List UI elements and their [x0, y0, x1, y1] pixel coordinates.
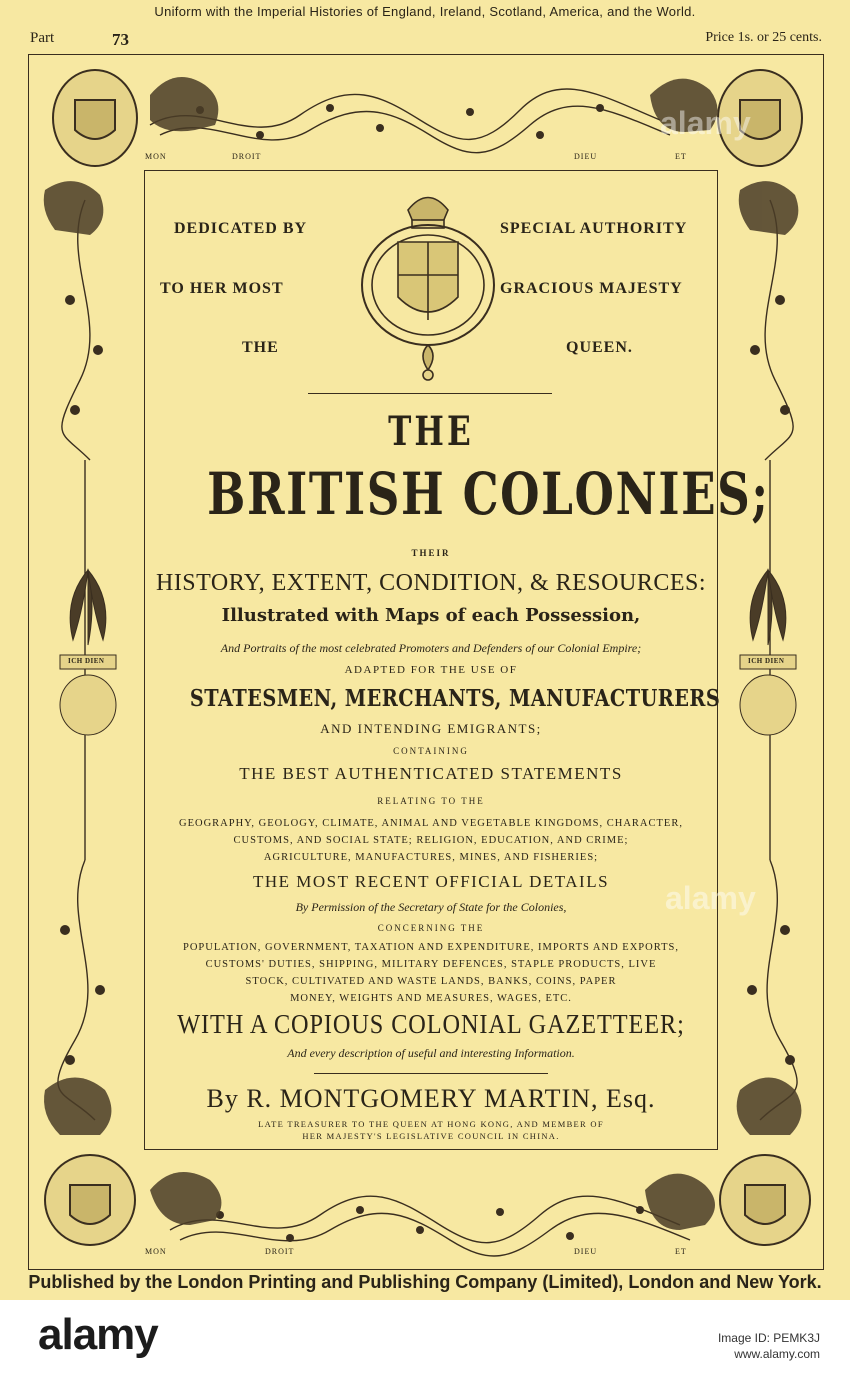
details-line-3: STOCK, CULTIVATED AND WASTE LANDS, BANKS, COINS, PAPER: [245, 976, 617, 987]
motto-ich-dien-right: ICH DIEN: [748, 657, 785, 665]
part-label: Part: [30, 30, 55, 46]
motto-et-bottom: ET: [675, 1247, 687, 1256]
their-label: THEIR: [411, 548, 451, 558]
feathers-right: [740, 570, 796, 735]
official-line: THE MOST RECENT OFFICIAL DETAILS: [252, 872, 610, 891]
dedication-right-1: SPECIAL AUTHORITY: [500, 220, 688, 237]
dedication-left-1: DEDICATED BY: [174, 220, 308, 237]
author-sub-2: HER MAJESTY'S LEGISLATIVE COUNCIL IN CHINA.: [302, 1131, 560, 1141]
unicorn-left: [44, 181, 104, 235]
image-id: Image ID: PEMK3J: [717, 1331, 820, 1345]
details-line-2: CUSTOMS' DUTIES, SHIPPING, MILITARY DEFENCES, STAPLE PRODUCTS, LIVE: [205, 959, 657, 970]
permission-line: By Permission of the Secretary of State for the Colonies,: [295, 900, 567, 914]
topics-line-3: AGRICULTURE, MANUFACTURES, MINES, AND FISHERIES;: [263, 852, 599, 863]
author-sub-1: LATE TREASURER TO THE QUEEN AT HONG KONG, AND MEMBER OF: [258, 1119, 604, 1129]
site-url: www.alamy.com: [734, 1347, 820, 1361]
image-id-block: [718, 1330, 820, 1362]
illustrated-line: Illustrated with Maps of each Possession,: [221, 605, 641, 626]
watermark-overlay-top: alamy: [660, 105, 751, 141]
corner-arms-bottom-right: [720, 1155, 810, 1245]
motto-dieu-bottom: DIEU: [574, 1247, 598, 1256]
right-vine: [765, 200, 793, 460]
details-line-1: POPULATION, GOVERNMENT, TAXATION AND EXPENDITURE, IMPORTS AND EXPORTS,: [183, 942, 679, 953]
part-number: 73: [112, 30, 129, 49]
motto-mon-bottom: MON: [145, 1247, 167, 1256]
lion-bottom-right: [645, 1174, 715, 1230]
motto-droit-bottom: DROIT: [265, 1247, 295, 1256]
adapted-line: ADAPTED FOR THE USE OF: [344, 664, 518, 676]
dedication-right-2: GRACIOUS MAJESTY: [500, 280, 683, 297]
topics-line-1: GEOGRAPHY, GEOLOGY, CLIMATE, ANIMAL AND VEGETABLE KINGDOMS, CHARACTER,: [179, 818, 683, 829]
subtitle: HISTORY, EXTENT, CONDITION, & RESOURCES:: [155, 570, 707, 596]
motto-ich-dien-left: ICH DIEN: [68, 657, 105, 665]
left-vine: [62, 200, 90, 460]
unicorn-bottom-left: [150, 1172, 221, 1225]
main-title: BRITISH COLONIES;: [207, 460, 770, 528]
dedication-left-3: THE: [242, 339, 279, 356]
publisher-line: Published by the London Printing and Publishing Company (Limited), London and New York.: [28, 1272, 822, 1292]
statements-line: THE BEST AUTHENTICATED STATEMENTS: [239, 764, 623, 783]
unicorn-right: [737, 1078, 802, 1136]
audience-line: STATESMEN, MERCHANTS, MANUFACTURERS: [189, 685, 721, 712]
unicorn-top-left: [150, 77, 218, 131]
dedication-right-3: QUEEN.: [566, 339, 633, 356]
portraits-line: And Portraits of the most celebrated Promoters and Defenders of our Colonial Empire;: [220, 641, 642, 655]
title-the: THE: [388, 408, 474, 455]
concerning-label: CONCERNING THE: [377, 923, 485, 933]
motto-dieu-top: DIEU: [574, 152, 598, 161]
royal-coat-of-arms: [358, 180, 498, 385]
price: Price 1s. or 25 cents.: [705, 30, 822, 45]
motto-mon-top: MON: [145, 152, 167, 161]
gazetteer-line: WITH A COPIOUS COLONIAL GAZETTEER;: [177, 1009, 685, 1039]
details-line-4: MONEY, WEIGHTS AND MEASURES, WAGES, ETC.: [290, 993, 572, 1004]
motto-droit-top: DROIT: [232, 152, 262, 161]
alamy-logo: alamy: [38, 1310, 158, 1359]
lion-right: [739, 181, 799, 235]
topics-line-2: CUSTOMS, AND SOCIAL STATE; RELIGION, EDUCATION, AND CRIME;: [233, 835, 629, 846]
feathers-left: [60, 570, 116, 735]
dedication-left-2: TO HER MOST: [160, 280, 284, 297]
motto-et-top: ET: [675, 152, 687, 161]
watermark-overlay-bottom: alamy: [665, 880, 756, 916]
corner-arms-top-left: [53, 70, 137, 166]
author-divider: [314, 1073, 548, 1074]
author-line: By R. MONTGOMERY MARTIN, Esq.: [206, 1084, 656, 1113]
uniform-line: Uniform with the Imperial Histories of England, Ireland, Scotland, America, and the World.: [154, 4, 696, 19]
containing-label: CONTAINING: [393, 746, 469, 756]
every-description-line: And every description of useful and interesting Information.: [287, 1046, 575, 1060]
lion-left: [44, 1078, 111, 1136]
emigrants-line: AND INTENDING EMIGRANTS;: [320, 721, 542, 736]
relating-label: RELATING TO THE: [377, 796, 485, 806]
corner-arms-bottom-left: [45, 1155, 135, 1245]
divider-rule: [308, 393, 552, 394]
